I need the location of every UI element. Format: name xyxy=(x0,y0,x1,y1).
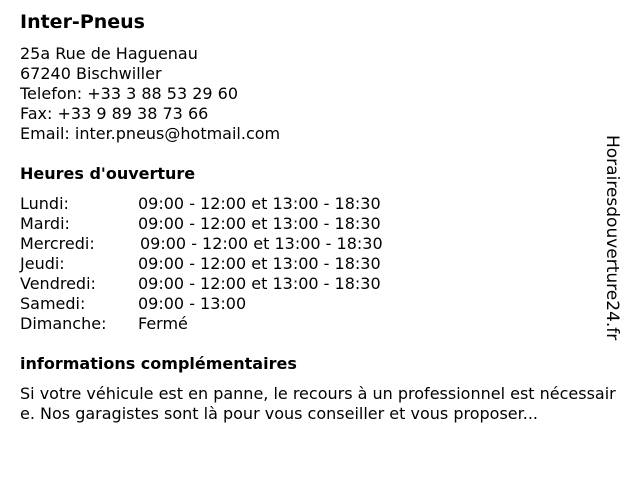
day-label: Vendredi: xyxy=(20,274,96,293)
day-label: Samedi: xyxy=(20,294,86,313)
additional-info-heading: informations complémentaires xyxy=(20,354,297,373)
time-value: Fermé xyxy=(138,314,188,333)
additional-info-text: Si votre véhicule est en panne, le recours à un professionnel est nécessaire. Nos garagistes sont là pour vous conseiller et vous proposer... xyxy=(20,384,616,423)
day-label: Dimanche: xyxy=(20,314,107,333)
business-name: Inter-Pneus xyxy=(20,11,145,33)
day-label: Mardi: xyxy=(20,214,70,233)
day-label: Jeudi: xyxy=(20,254,65,273)
city-address: 67240 Bischwiller xyxy=(20,64,162,83)
contact-block xyxy=(20,44,280,144)
fax-number: Fax: +33 9 89 38 73 66 xyxy=(20,104,209,123)
opening-hours-heading: Heures d'ouverture xyxy=(20,164,196,183)
phone-number: Telefon: +33 3 88 53 29 60 xyxy=(20,84,239,103)
time-value: 09:00 - 12:00 et 13:00 - 18:30 xyxy=(138,274,381,293)
street-address: 25a Rue de Haguenau xyxy=(20,44,198,63)
time-value: 09:00 - 12:00 et 13:00 - 18:30 xyxy=(138,254,381,273)
day-label: Mercredi: xyxy=(20,234,95,253)
time-value: 09:00 - 12:00 et 13:00 - 18:30 xyxy=(138,214,381,233)
email-address: Email: inter.pneus@hotmail.com xyxy=(20,124,281,143)
time-value: 09:00 - 12:00 et 13:00 - 18:30 xyxy=(138,194,381,213)
site-watermark: Horairesdouverture24.fr xyxy=(602,135,622,341)
time-value: 09:00 - 13:00 xyxy=(138,294,247,313)
day-label: Lundi: xyxy=(20,194,69,213)
time-value: 09:00 - 12:00 et 13:00 - 18:30 xyxy=(140,234,383,253)
